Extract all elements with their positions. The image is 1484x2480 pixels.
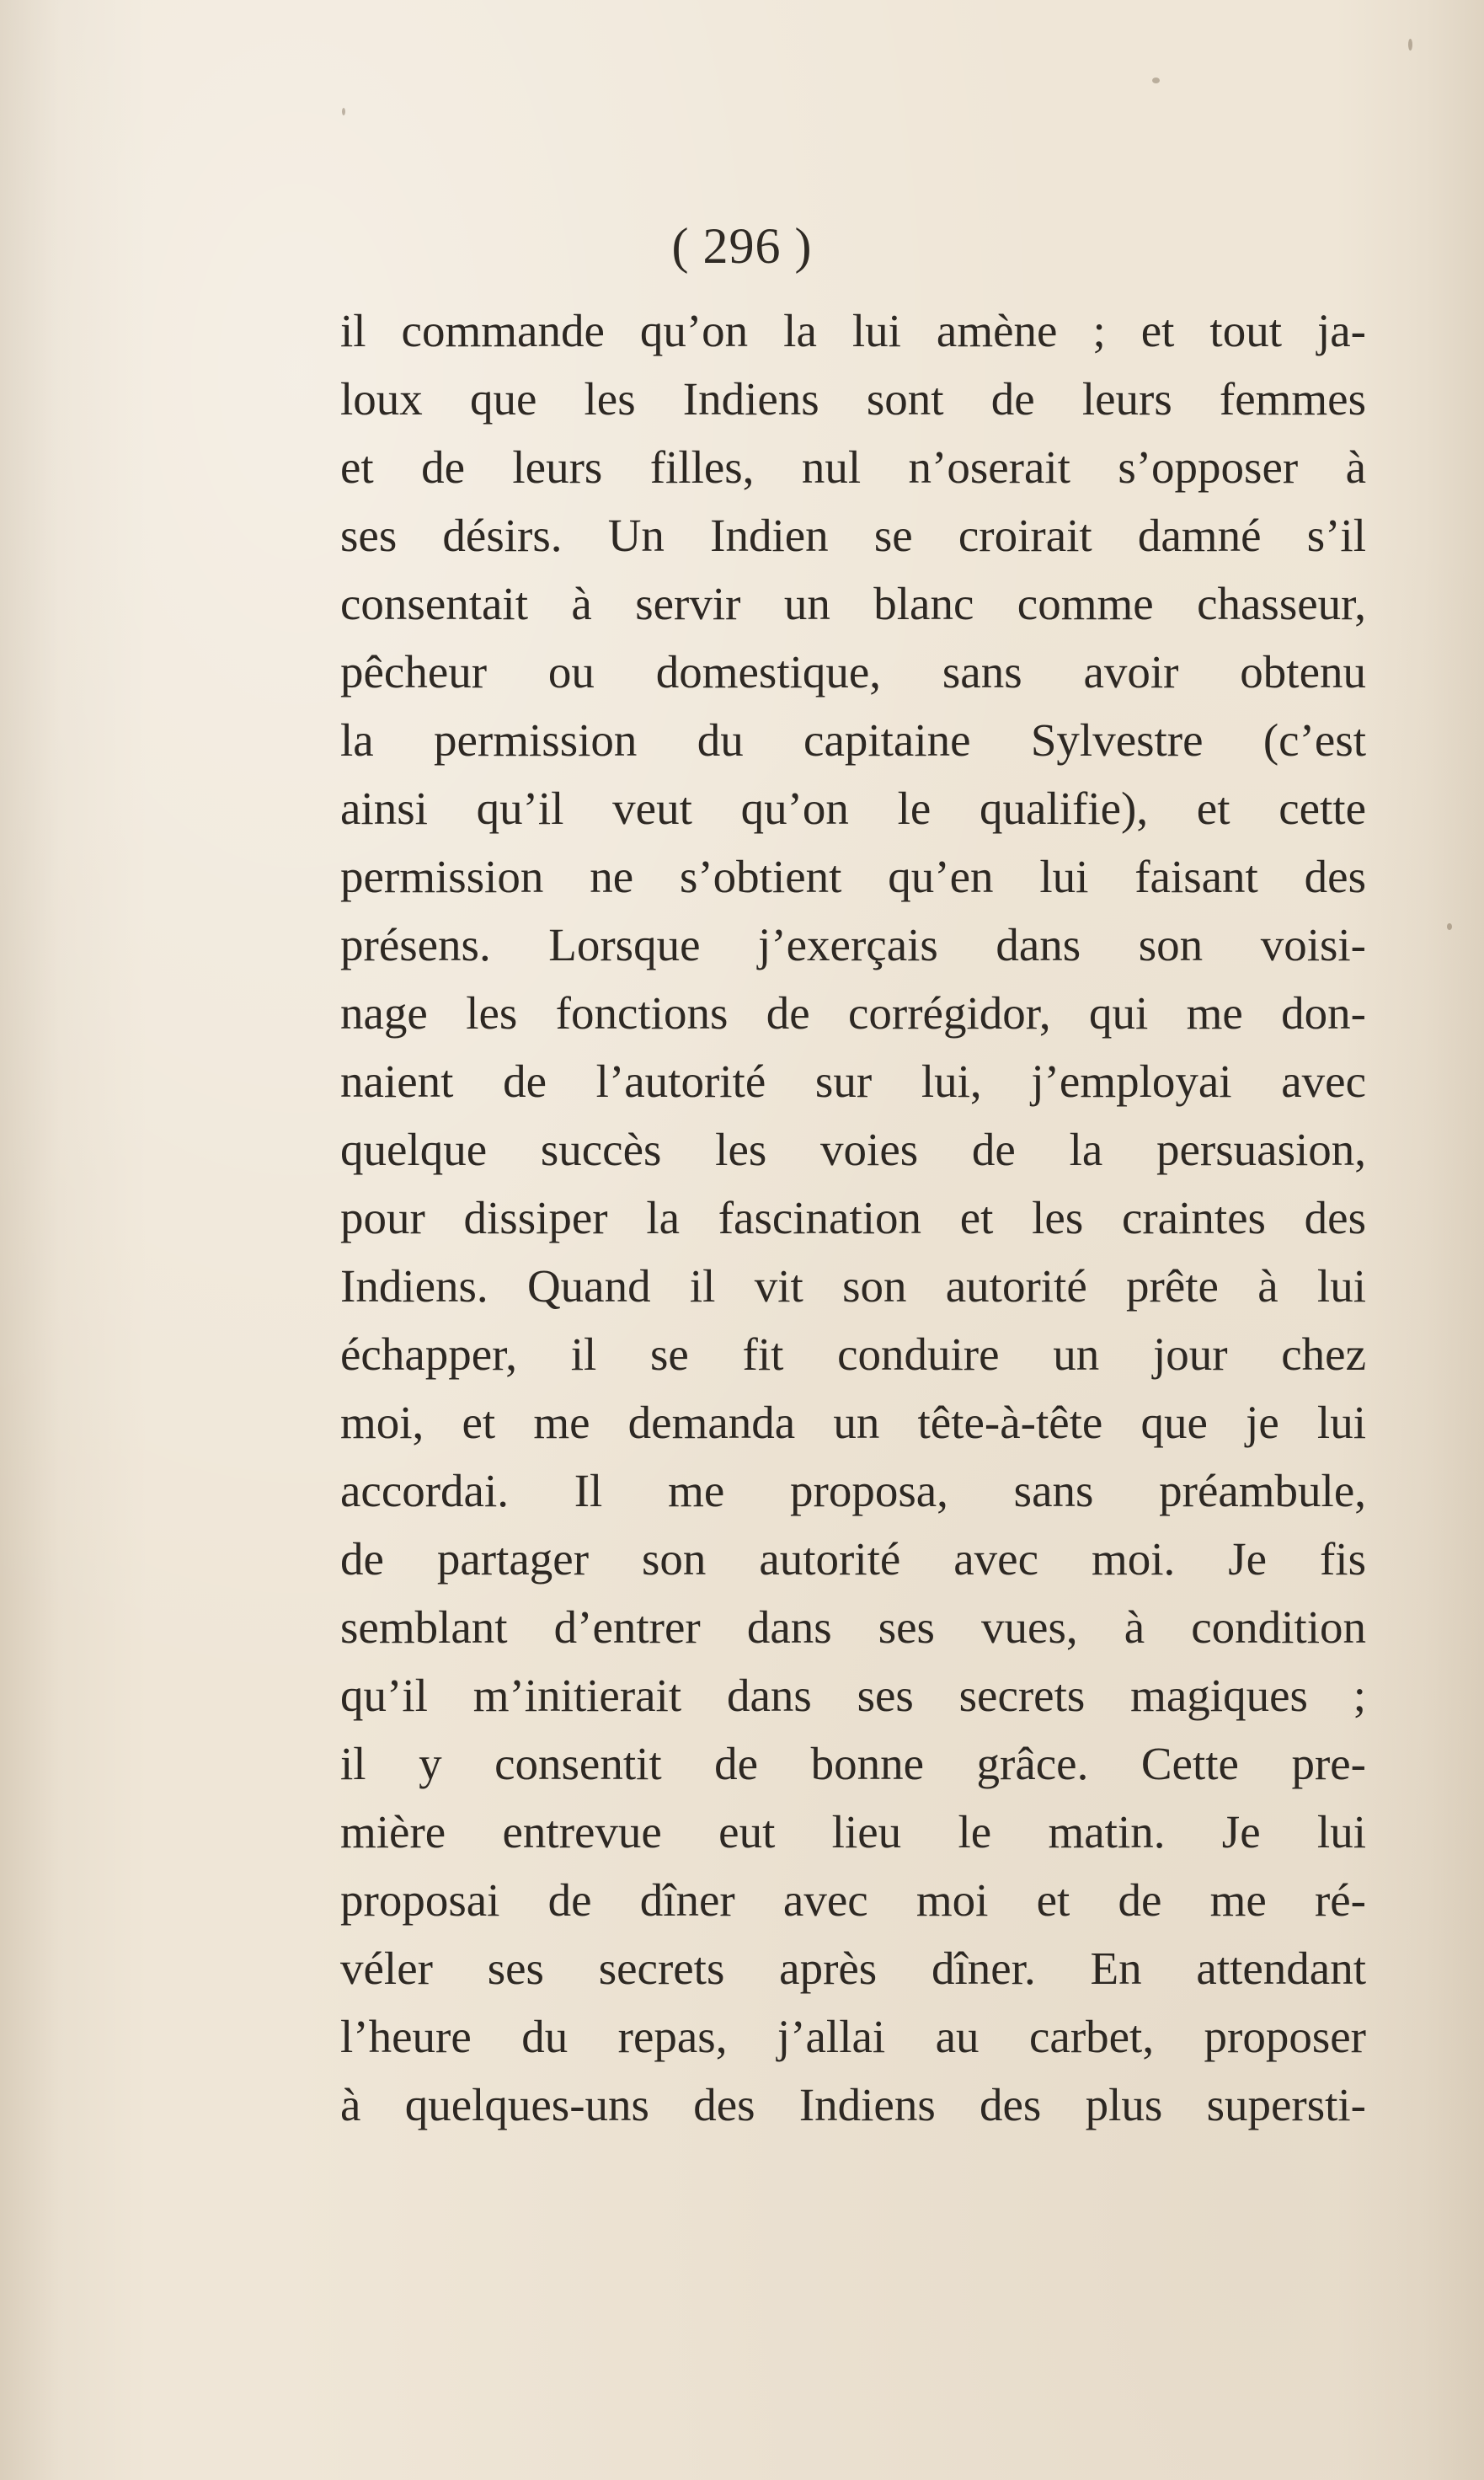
text-line-6: pêcheur ou domestique, sans avoir obtenu	[340, 646, 1366, 698]
paper-speck	[1152, 78, 1160, 83]
text-line-8: ainsi qu’il veut qu’on le qualifie), et cette	[340, 783, 1366, 834]
text-line-3: et de leurs filles, nul n’oserait s’opposer à	[340, 441, 1366, 493]
text-line-26: l’heure du repas, j’allai au carbet, proposer	[340, 2011, 1366, 2062]
paper-speck	[1408, 39, 1412, 51]
text-line-25: véler ses secrets après dîner. En attendant	[340, 1943, 1366, 1994]
text-line-9: permission ne s’obtient qu’en lui faisant des	[340, 851, 1366, 902]
text-line-4: ses désirs. Un Indien se croirait damné s’il	[340, 510, 1366, 561]
text-line-7: la permission du capitaine Sylvestre (c’est	[340, 714, 1366, 766]
text-line-13: quelque succès les voies de la persuasion,	[340, 1124, 1366, 1175]
paper-speck	[1447, 923, 1452, 930]
text-line-19: de partager son autorité avec moi. Je fis	[340, 1533, 1366, 1585]
text-line-15: Indiens. Quand il vit son autorité prête à lui	[340, 1260, 1366, 1312]
text-line-24: proposai de dîner avec moi et de me ré-	[340, 1874, 1366, 1926]
page-number: ( 296 )	[671, 218, 813, 274]
text-line-1: il commande qu’on la lui amène ; et tout ja-	[340, 305, 1366, 356]
text-line-14: pour dissiper la fascination et les craintes des	[340, 1192, 1366, 1243]
text-line-5: consentait à servir un blanc comme chasseur,	[340, 578, 1366, 629]
text-line-2: loux que les Indiens sont de leurs femmes	[340, 373, 1366, 425]
text-line-23: mière entrevue eut lieu le matin. Je lui	[340, 1806, 1366, 1857]
body-text	[340, 297, 1366, 2139]
text-line-27: à quelques-uns des Indiens des plus supersti-	[340, 2079, 1366, 2130]
text-line-12: naient de l’autorité sur lui, j’employai avec	[340, 1056, 1366, 1107]
text-line-17: moi, et me demanda un tête-à-tête que je lui	[340, 1397, 1366, 1448]
text-line-18: accordai. Il me proposa, sans préambule,	[340, 1465, 1366, 1516]
text-line-16: échapper, il se fit conduire un jour chez	[340, 1328, 1366, 1380]
text-line-11: nage les fonctions de corrégidor, qui me don-	[340, 987, 1366, 1039]
text-line-22: il y consentit de bonne grâce. Cette pre-	[340, 1738, 1366, 1789]
text-line-10: présens. Lorsque j’exerçais dans son voisi-	[340, 919, 1366, 970]
paper-speck	[342, 108, 345, 115]
text-line-20: semblant d’entrer dans ses vues, à condition	[340, 1601, 1366, 1653]
text-line-21: qu’il m’initierait dans ses secrets magiques ;	[340, 1670, 1366, 1721]
